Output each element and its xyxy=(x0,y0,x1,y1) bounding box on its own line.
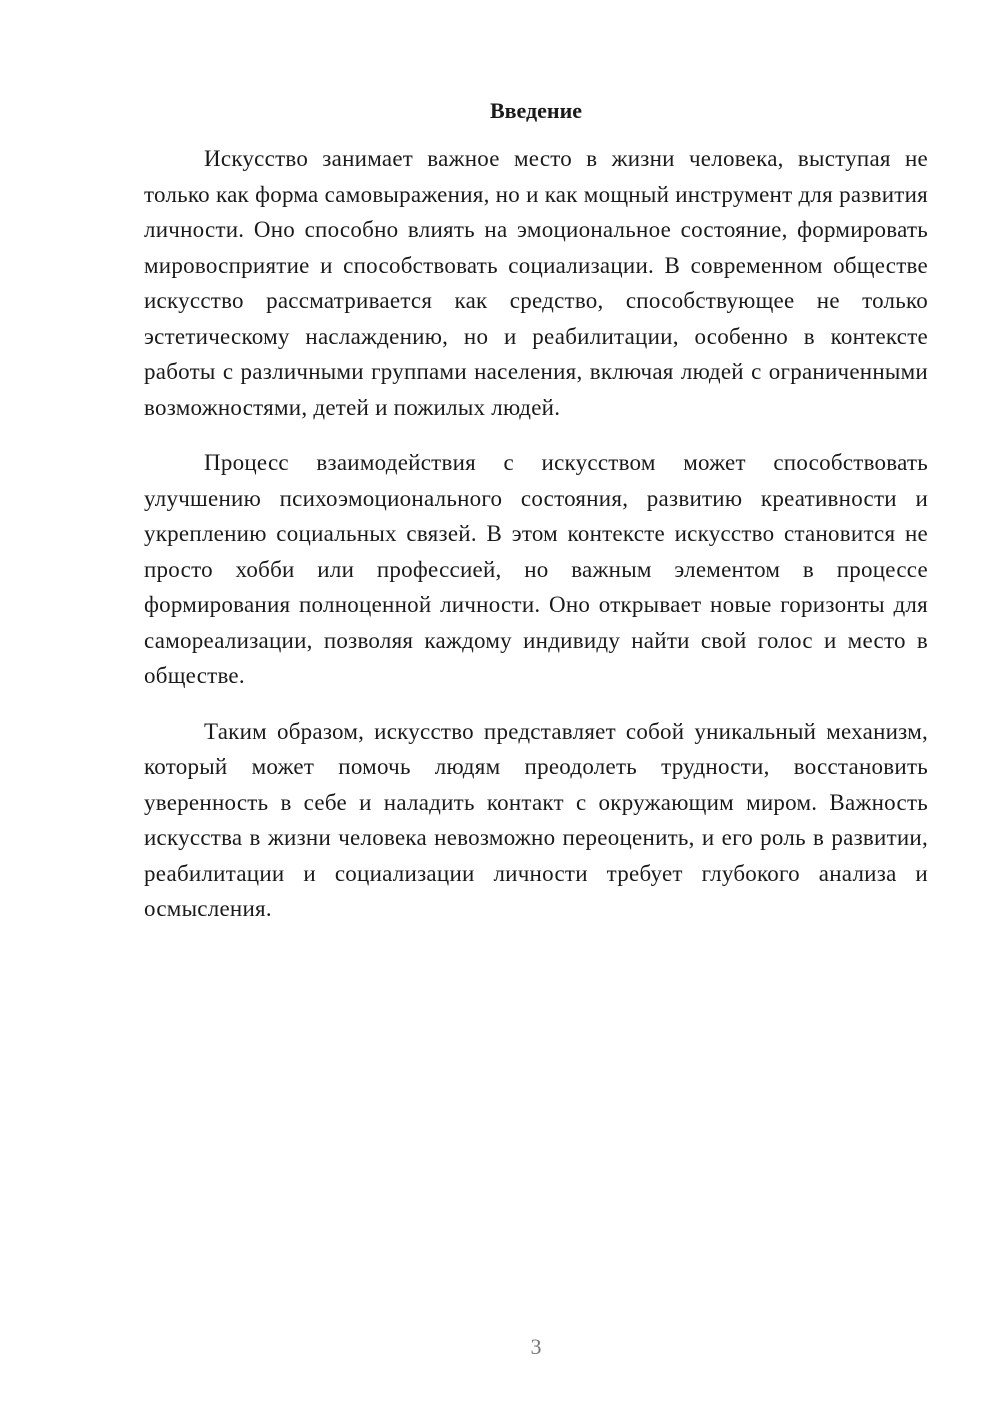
document-body xyxy=(144,141,928,947)
paragraph-3: Таким образом, искусство представляет собой уникальный механизм, который может помочь людям преодолеть трудности, восстановить уверенность в себе и наладить контакт с окружающим миром. Важность искусства в жизни человека невозможно переоценить, и его роль в развитии, реабилитации и социализации личности требует глубокого анализа и осмысления. xyxy=(144,718,928,921)
page-title: Введение xyxy=(489,98,583,123)
paragraph-2: Процесс взаимодействия с искусством может способствовать улучшению психоэмоционального состояния, развитию креативности и укреплению социальных связей. В этом контексте искусство становится не просто хобби или профессией, но важным элементом в процессе формирования полноценной личности. Оно открывает новые горизонты для самореализации, позволяя каждому индивиду найти свой голос и место в обществе. xyxy=(144,450,928,688)
paragraph-1: Искусство занимает важное место в жизни человека, выступая не только как форма самовыражения, но и как мощный инструмент для развития личности. Оно способно влиять на эмоциональное состояние, формировать мировосприятие и способствовать социализации. В современном обществе искусство рассматривается как средство, способствующее не только эстетическому наслаждению, но и реабилитации, особенно в контексте работы с различными группами населения, включая людей с ограниченными возможностями, детей и пожилых людей. xyxy=(144,146,928,420)
page-number: 3 xyxy=(530,1334,542,1359)
